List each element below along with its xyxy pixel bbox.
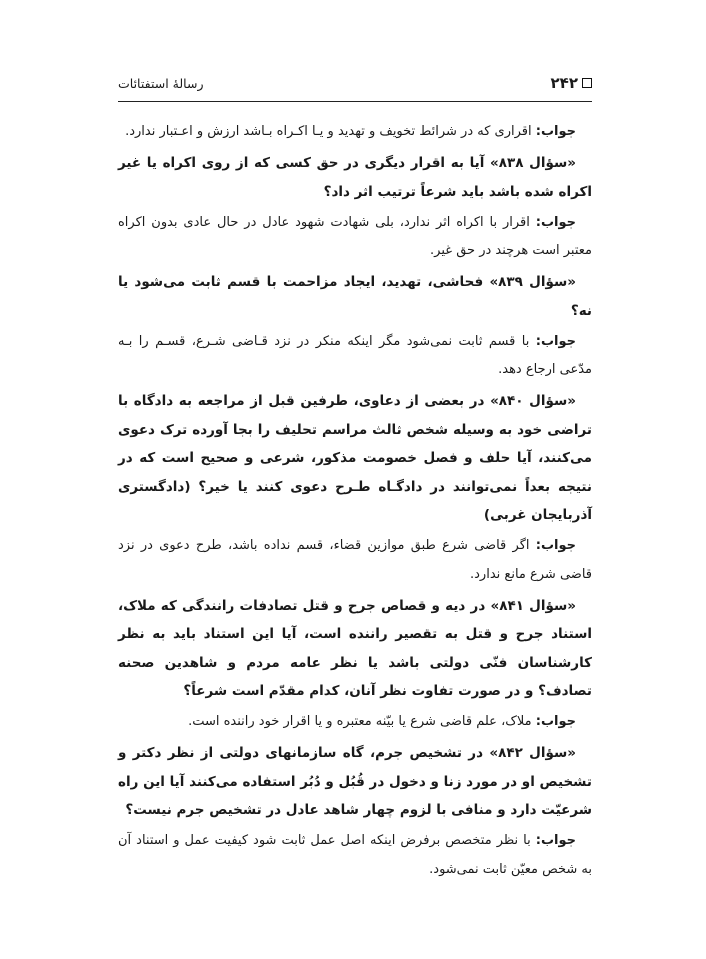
answer-paragraph (118, 827, 592, 884)
running-title: رسالهٔ استفتائات (118, 76, 204, 91)
question-text: فحاشی، تهدید، ایجاد مزاحمت با قسم ثابت می‌شود یا نه؟ (118, 274, 592, 319)
answer-text: اقرار با اکراه اثر ندارد، بلی شهادت شهود عادل در حال عادی بدون اکراه معتبر است هرچند در حق غیر. (118, 214, 592, 258)
question-number: «سؤال ۸۴۱» (490, 597, 576, 614)
question-paragraph (118, 592, 592, 706)
answer-label: جواب: (535, 714, 576, 729)
question-number: «سؤال ۸۴۲» (489, 745, 576, 761)
answer-text: اقراری که در شرائط تخویف و تهدید و یـا اکـراه بـاشد ارزش و اعـتبار ندارد. (125, 124, 536, 139)
answer-text: ملاک، علم قاضی شرع یا بیّنه معتبره و یا اقرار خود راننده است. (188, 714, 536, 729)
header-divider (118, 101, 592, 102)
question-number: «سؤال ۸۳۸» (490, 155, 576, 171)
question-text: آیا به اقرار دیگری در حق کسی که از روی اکراه یا غیر اکراه شده باشد باید شرعاً ترتیب اثر داد؟ (118, 155, 592, 200)
answer-text: اگر قاضی شرع طبق موازین قضاء، قسم نداده باشد، طرح دعوی در نزد قاضی شرع مانع ندارد. (118, 538, 592, 582)
answer-paragraph (118, 209, 592, 266)
question-text: در دیه و قصاص جرح و قتل تصادفات رانندگی که ملاک، استناد جرح و قتل به تقصیر راننده است، آیا این استناد باید به نظر کارشناسان فنّی دولتی باشد یا نظر عامه مردم و شاهدین صحنه تصادف؟ و در صورت تفاوت نظر آنان، کدام مقدّم است شرعاً؟ (118, 597, 592, 699)
answer-text: با نظر متخصص برفرض اینکه اصل عمل ثابت شود کیفیت عمل و استناد آن به شخص معیّن ثابت نمی‌شود. (118, 833, 592, 877)
answer-label: جواب: (535, 333, 576, 349)
answer-label: جواب: (535, 833, 576, 848)
answer-paragraph (118, 328, 592, 385)
answer-label: جواب: (535, 214, 576, 230)
question-paragraph (118, 387, 592, 530)
main-text (118, 118, 592, 887)
question-paragraph (118, 739, 592, 825)
question-text: در تشخیص جرم، گاه سازمانهای دولتی از نظر دکتر و تشخیص او در مورد زنا و دخول در قُبُل و دُبُر استفاده می‌کنند آیا این راه شرعیّت دارد و منافی با لزوم چهار شاهد عادل در تشخیص جرم نیست؟ (118, 745, 592, 818)
question-paragraph (118, 149, 592, 206)
answer-paragraph (118, 532, 592, 589)
page-header (118, 74, 592, 98)
question-text: در بعضی از دعاوی، طرفین قبل از مراجعه به دادگاه با تراضی خود به وسیله شخص ثالث مراسم تحلیف را بجا آورده ترک دعوی می‌کنند، آیا حلف و فصل خصومت مذکور، شرعی و صحیح است که در نتیجه بعداً نمی‌توانند در دادگـاه طـرح دعوی کنند یا خیر؟ (دادگستری آذربایجان غربی) (118, 393, 592, 523)
answer-paragraph (118, 118, 592, 147)
answer-text: با قسم ثابت نمی‌شود مگر اینکه منکر در نزد قـاضی شـرع، قسـم را بـه مدّعی ارجاع دهد. (118, 333, 592, 377)
answer-paragraph (118, 708, 592, 737)
question-number: «سؤال ۸۴۰» (490, 393, 576, 409)
question-number: «سؤال ۸۳۹» (489, 274, 576, 290)
answer-label: جواب: (535, 124, 576, 139)
answer-label: جواب: (535, 538, 576, 553)
question-paragraph (118, 268, 592, 325)
page-number (551, 74, 592, 92)
square-bullet-icon (582, 78, 592, 88)
page-number-text: ۲۴۲ (550, 74, 578, 92)
